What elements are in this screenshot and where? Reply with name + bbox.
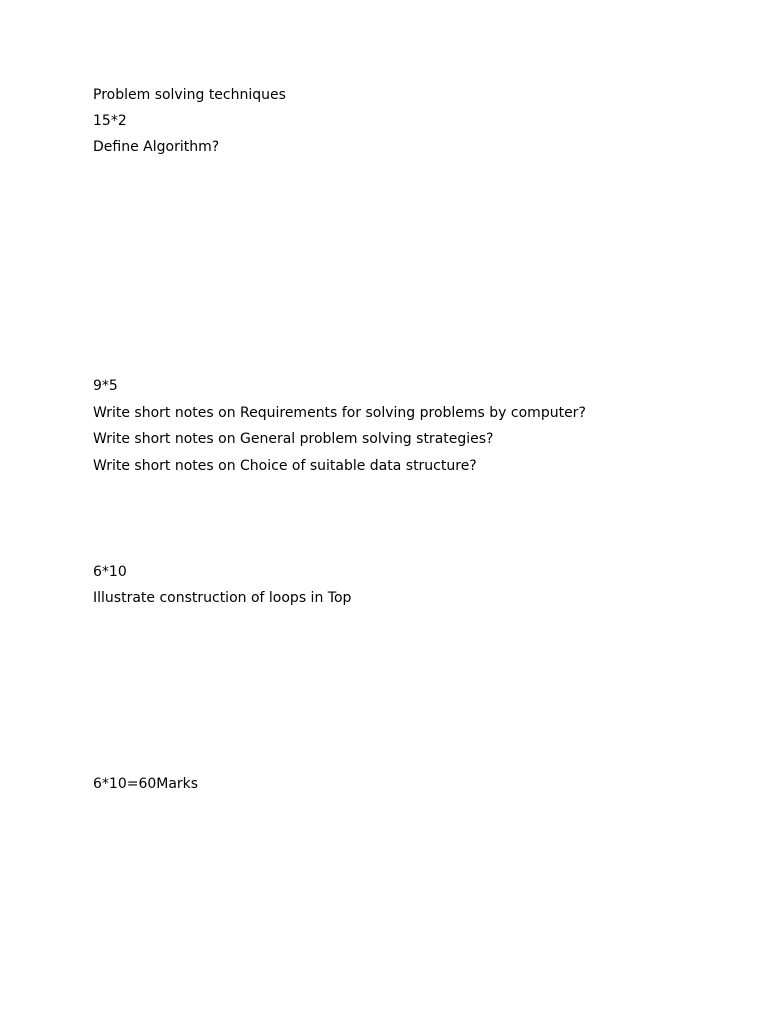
section3-marks: 6*10 xyxy=(93,564,127,580)
section1-question-1: Define Algorithm? xyxy=(93,139,220,155)
section2-question-3: Write short notes on Choice of suitable data structure? xyxy=(93,458,477,474)
section2-marks: 9*5 xyxy=(93,378,118,394)
total-marks: 6*10=60Marks xyxy=(93,776,199,792)
section1-marks: 15*2 xyxy=(93,113,127,129)
section2-question-1: Write short notes on Requirements for solving problems by computer? xyxy=(93,405,586,421)
section2-question-2: Write short notes on General problem solving strategies? xyxy=(93,431,494,447)
section3-question-1: Illustrate construction of loops in Top xyxy=(93,590,352,606)
document-title: Problem solving techniques xyxy=(93,87,286,103)
